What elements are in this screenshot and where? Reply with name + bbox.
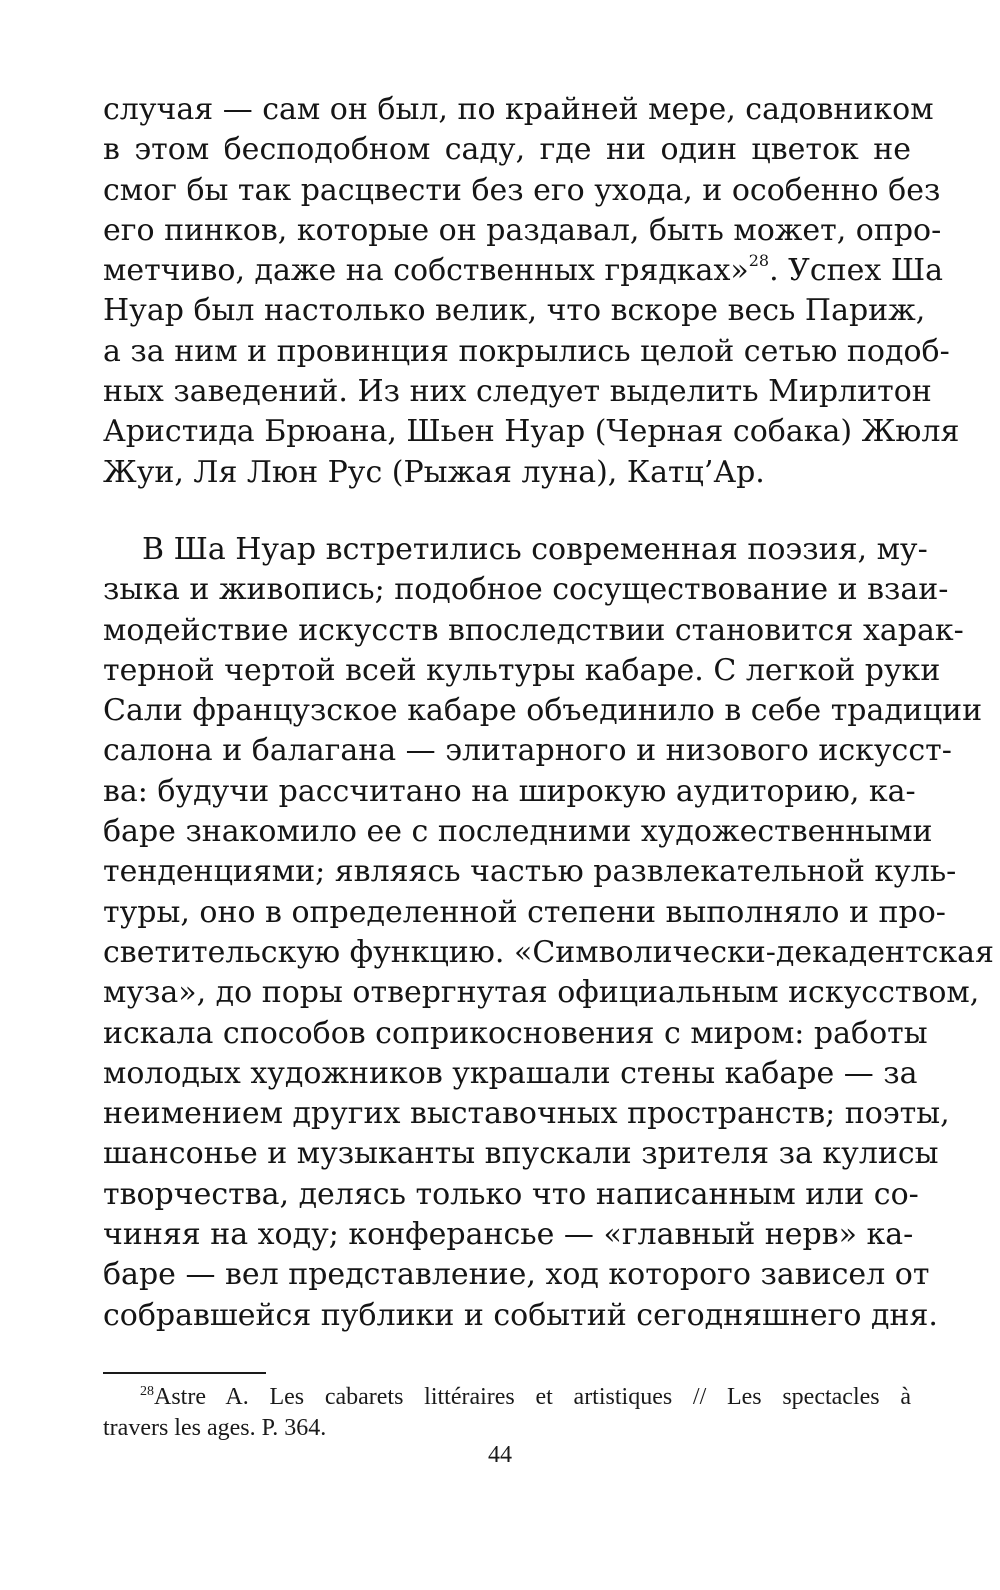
text-line: терной чертой всей культуры кабаре. С легкой руки: [103, 652, 941, 688]
text-line: чиняя на ходу; конферансье — «главный нерв» ка-: [103, 1217, 914, 1253]
text-line: В Ша Нуар встретились современная поэзия, му-: [142, 532, 928, 567]
text-line: ва: будучи рассчитано на широкую аудиторию, ка-: [103, 773, 916, 809]
footnote-divider: [103, 1372, 266, 1374]
text-line-part: . Успех Ша: [769, 253, 943, 289]
text-line: его пинков, которые он раздавал, быть может, опро-: [103, 212, 942, 248]
footnote-text: Astre A. Les cabarets littéraires et artistiques // Les spectacles à: [154, 1384, 911, 1410]
text-line: неимением других выставочных пространств; поэты,: [103, 1096, 950, 1132]
text-line: Жуи, Ля Люн Рус (Рыжая луна), Катц’Ар.: [103, 454, 765, 490]
text-line: Сали французское кабаре объединило в себе традиции: [103, 693, 983, 729]
text-line-with-footnote-ref: [103, 251, 943, 291]
footnote-reference[interactable]: 28: [748, 251, 770, 271]
text-line: собравшейся публики и событий сегодняшнего дня.: [103, 1297, 938, 1333]
text-line: муза», до поры отвергнутая официальным искусством,: [103, 975, 980, 1011]
text-line: зыка и живопись; подобное сосуществование и взаи-: [103, 572, 949, 608]
text-line: искала способов соприкосновения с миром: работы: [103, 1015, 928, 1051]
footnote: [103, 1382, 911, 1444]
footnote-number: 28: [140, 1384, 154, 1399]
paragraph-2: [103, 530, 994, 1336]
text-line: туры, оно в определенной степени выполняло и про-: [103, 894, 946, 930]
text-line: ных заведений. Из них следует выделить Мирлитон: [103, 374, 932, 410]
text-line: баре — вел представление, ход которого зависел от: [103, 1257, 930, 1293]
text-line: светительскую функцию. «Символически-декадентская: [103, 934, 994, 970]
text-line: шансонье и музыканты впускали зрителя за кулисы: [103, 1136, 939, 1172]
text-line: молодых художников украшали стены кабаре — за: [103, 1055, 918, 1091]
text-line: баре знакомило ее с последними художественными: [103, 814, 933, 850]
text-line: случая — сам он был, по крайней мере, садовником: [103, 92, 934, 127]
text-line: в этом бесподобном саду, где ни один цветок не: [103, 132, 911, 168]
text-line: Нуар был настолько велик, что вскоре весь Париж,: [103, 293, 926, 329]
text-line: салона и балагана — элитарного и низового искусст-: [103, 733, 952, 769]
footnote-line: [103, 1382, 911, 1413]
text-line: смог бы так расцвести без его ухода, и особенно без: [103, 172, 941, 208]
text-line: а за ним и провинция покрылись целой сетью подоб-: [103, 333, 950, 369]
text-line-part: метчиво, даже на собственных грядках»: [103, 253, 749, 289]
text-line: модействие искусств впоследствии становится харак-: [103, 612, 964, 648]
paragraph-1: [103, 90, 960, 493]
footnote-line: travers les ages. P. 364.: [103, 1415, 327, 1441]
text-line: Аристида Брюана, Шьен Нуар (Черная собака) Жюля: [103, 414, 960, 450]
text-line: творчества, делясь только что написанным или со-: [103, 1176, 919, 1212]
text-line: тенденциями; являясь частью развлекательной куль-: [103, 854, 957, 890]
page-number: 44: [488, 1442, 512, 1468]
